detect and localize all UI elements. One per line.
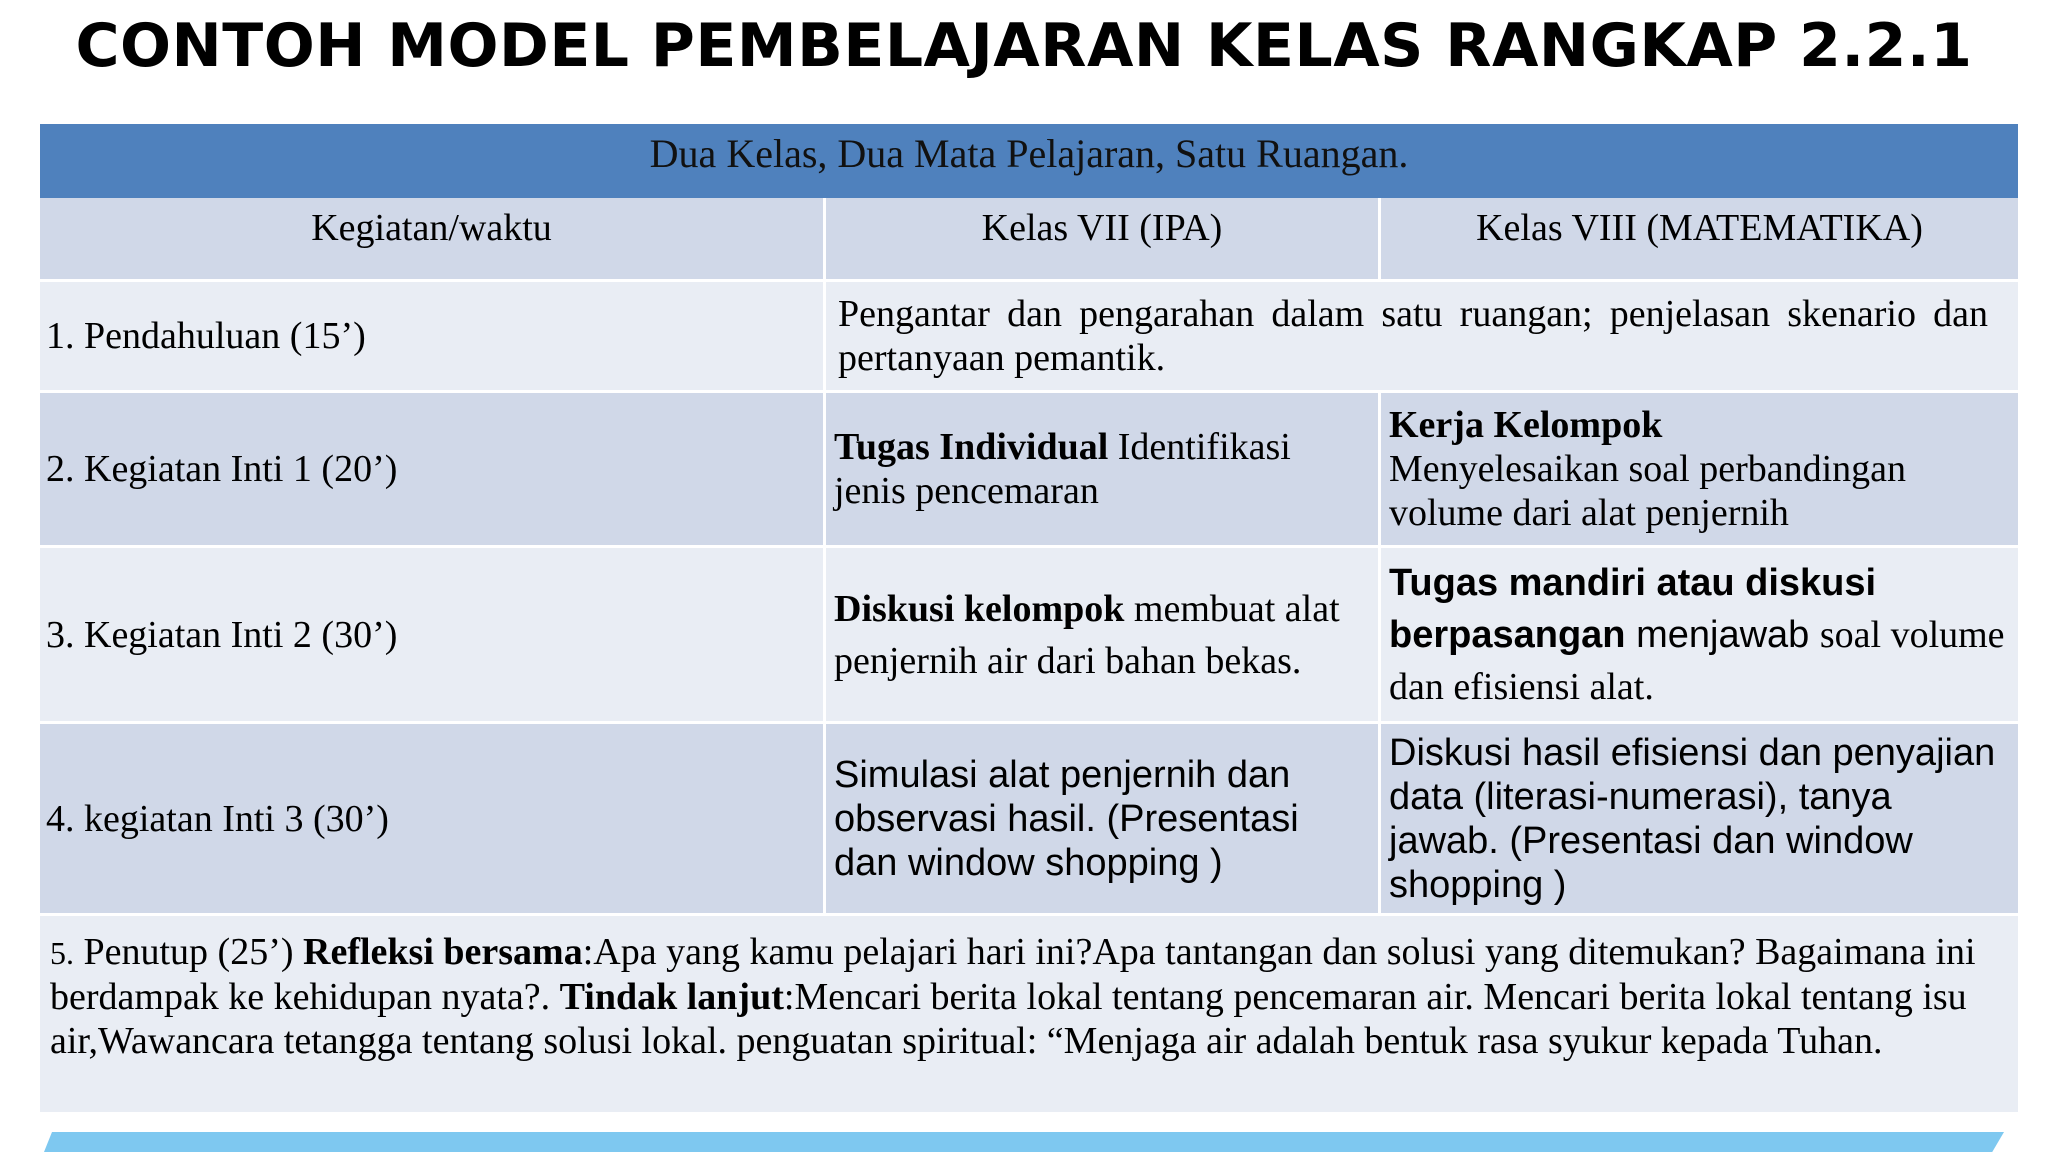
- table-banner: Dua Kelas, Dua Mata Pelajaran, Satu Ruangan.: [40, 124, 2018, 198]
- row1-label: 1. Pendahuluan (15’): [40, 282, 823, 390]
- row2-vii-bold: Tugas Individual: [834, 426, 1109, 468]
- row5-bold2: Tindak lanjut: [559, 976, 784, 1018]
- row2-class-viii: [1381, 393, 2018, 545]
- row3-vii-bold: Diskusi kelompok: [834, 587, 1125, 630]
- header-class-vii: Kelas VII (IPA): [826, 198, 1378, 279]
- row4-class-viii: Diskusi hasil efisiensi dan penyajian data (literasi-numerasi), tanya jawab. (Presentasi dan window shopping ): [1381, 724, 2018, 913]
- row3-class-vii: [826, 548, 1378, 721]
- row5-closing: [40, 916, 2018, 1112]
- row5-part3: :Mencari berita lokal tentang pencemaran air. Mencari berita lokal tentang isu air,Wawancara tetangga tentang solusi lokal. penguatan spiritual: “Menjaga air adalah bentuk rasa syukur kepada Tuhan.: [50, 976, 1967, 1062]
- header-class-viii: Kelas VIII (MATEMATIKA): [1381, 198, 2018, 279]
- header-activity: Kegiatan/waktu: [40, 198, 823, 279]
- bottom-accent-bar: [44, 1132, 2004, 1152]
- row3-class-viii: [1381, 548, 2018, 721]
- row5-part2: :Apa yang kamu pelajari hari ini?Apa tantangan dan solusi yang ditemukan? Bagaimana ini berdampak ke kehidupan nyata?.: [50, 931, 1976, 1018]
- row5-bold1: Refleksi bersama: [303, 931, 583, 973]
- row5-part1: Penutup (25’): [74, 931, 304, 973]
- row2-viii-text: Menyelesaikan soal perbandingan volume dari alat penjernih: [1389, 448, 1907, 534]
- row3-viii-sans: menjawab: [1625, 613, 1820, 656]
- row2-viii-bold: Kerja Kelompok: [1389, 404, 1663, 446]
- row5-number: 5.: [50, 935, 74, 971]
- row4-class-vii: Simulasi alat penjernih dan observasi hasil. (Presentasi dan window shopping ): [826, 724, 1378, 913]
- page-title: CONTOH MODEL PEMBELAJARAN KELAS RANGKAP 2.2.1: [75, 11, 1973, 81]
- row3-label: 3. Kegiatan Inti 2 (30’): [40, 548, 823, 721]
- row3-viii-text: soal volume dan efisiensi alat.: [1389, 613, 2005, 708]
- row3-viii-bold: Tugas mandiri atau diskusi berpasangan: [1389, 561, 1877, 656]
- row4-label: 4. kegiatan Inti 3 (30’): [40, 724, 823, 913]
- row3-vii-text: membuat alat penjernih air dari bahan bekas.: [834, 587, 1340, 682]
- row1-merged-cell: Pengantar dan pengarahan dalam satu ruangan; penjelasan skenario dan pertanyaan pemantik.: [826, 282, 2018, 390]
- row2-vii-text: Identifikasi jenis pencemaran: [834, 426, 1291, 512]
- row2-label: 2. Kegiatan Inti 1 (20’): [40, 393, 823, 545]
- row2-class-vii: [826, 393, 1378, 545]
